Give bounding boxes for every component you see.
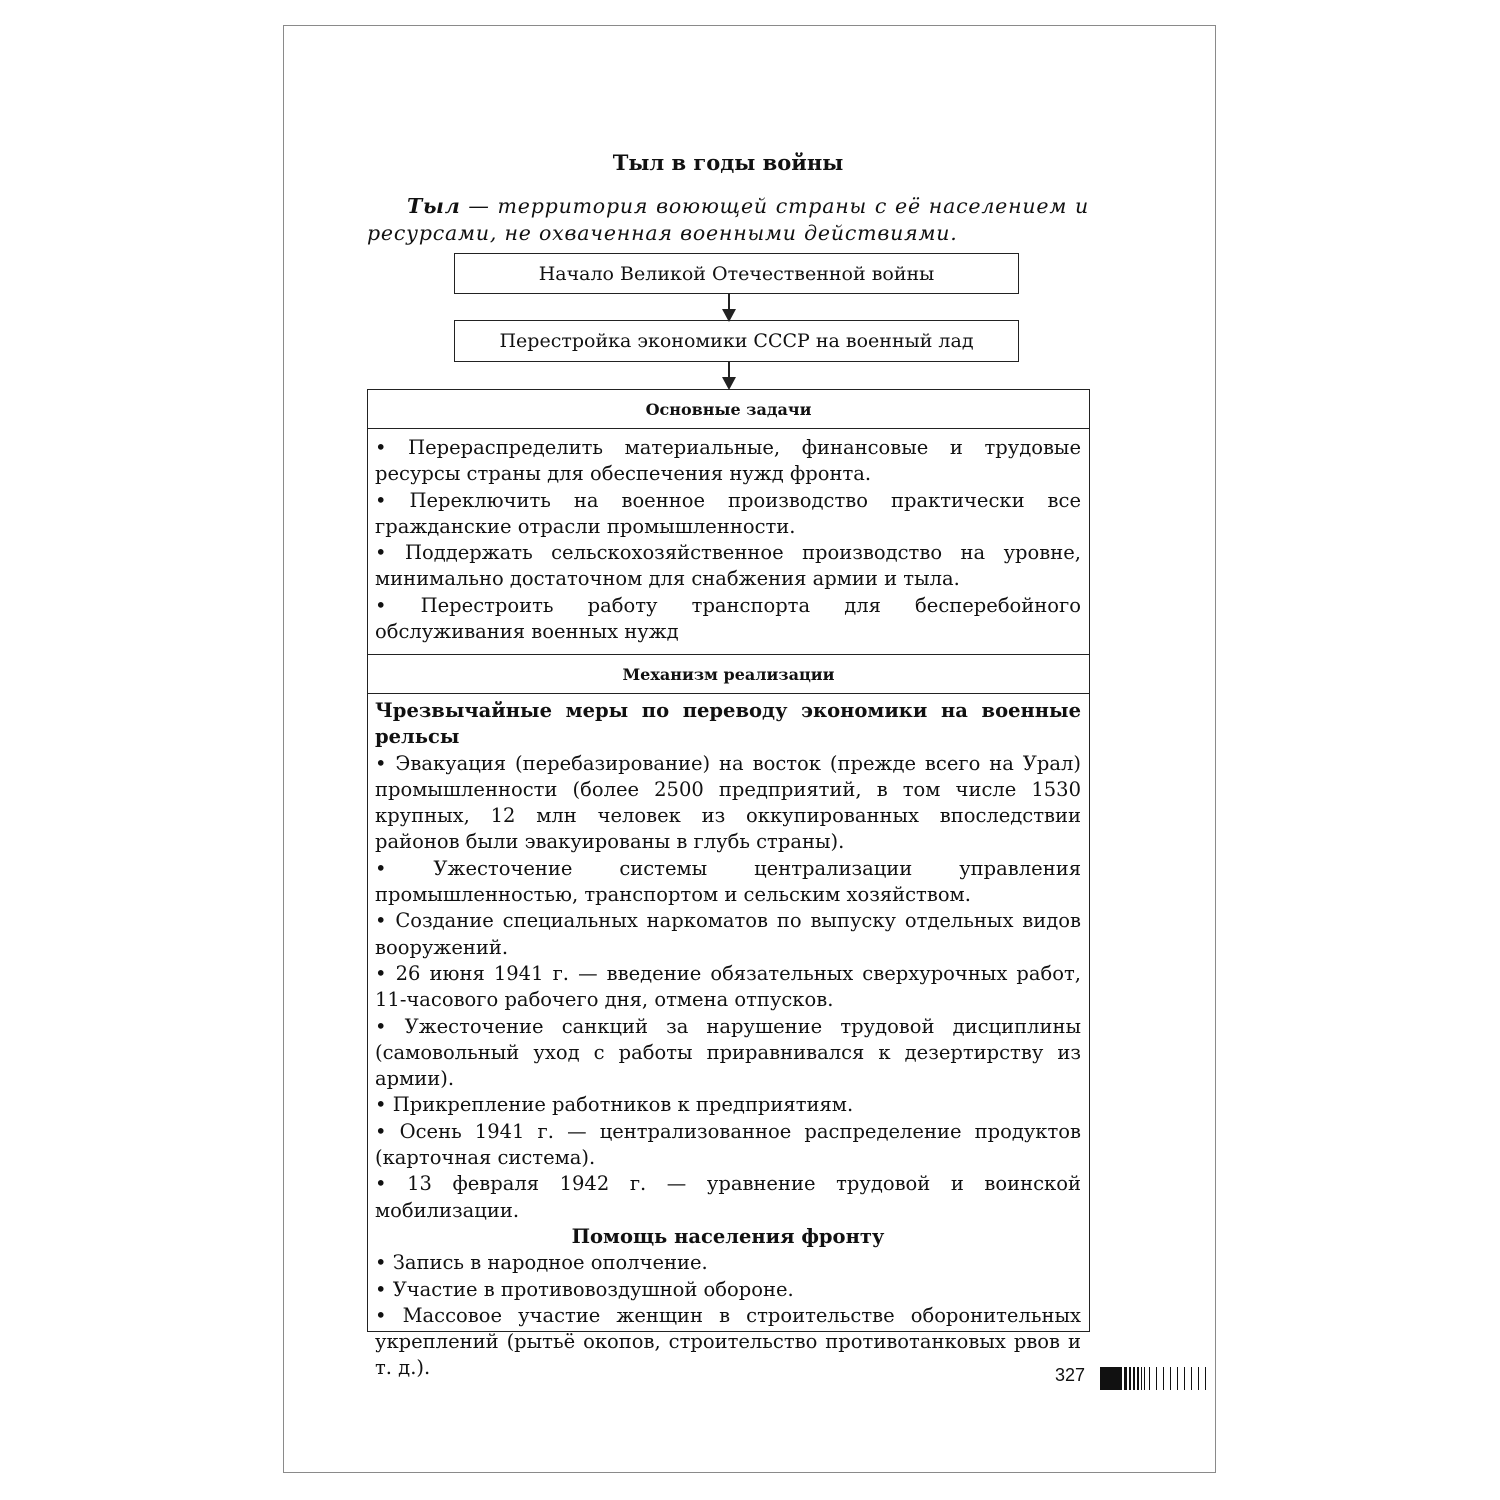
definition-term: Тыл [407, 194, 461, 218]
help-item: • Запись в народное ополчение. [375, 1251, 708, 1275]
definition-text: — территория воюющей страны с её населением и ресурсами, не охваченная военными действиями. [367, 194, 1089, 245]
page-number: 327 [1055, 1365, 1086, 1385]
measure-item: • 26 июня 1941 г. — введение обязательных сверхурочных работ, 11-часового рабочего дня, отмена отпусков. [375, 961, 1081, 1012]
task-item: • Поддержать сельскохозяйственное производство на уровне, минимально достаточном для снабжения армии и тыла. [375, 541, 1081, 591]
edge-marker-bar [1177, 1367, 1178, 1390]
flow-box-war-start-label: Начало Великой Отечественной войны [538, 262, 935, 285]
edge-marker-bar [1205, 1367, 1206, 1390]
edge-marker-bar [1184, 1367, 1185, 1390]
flow-arrow-1 [728, 294, 730, 320]
edge-marker-bar [1137, 1367, 1139, 1390]
edge-marker-bar [1163, 1367, 1164, 1390]
task-item: • Переключить на военное производство практически все гражданские отрасли промышленности. [375, 488, 1081, 538]
measure-item: • Ужесточение системы централизации управления промышленностью, транспортом и сельским хозяйством. [375, 856, 1081, 907]
flow-box-restructuring [454, 320, 1019, 362]
edge-marker-bar [1141, 1367, 1142, 1390]
edge-marker-bar [1100, 1367, 1122, 1390]
edge-marker-bar [1129, 1367, 1131, 1390]
emergency-measures-title: Чрезвычайные меры по переводу экономики на военные рельсы [375, 699, 1081, 749]
measure-item: • Прикрепление работников к предприятиям. [375, 1093, 854, 1117]
edge-marker-bar [1133, 1367, 1135, 1390]
flow-box-war-start [454, 253, 1019, 294]
edge-marker-bar [1156, 1367, 1157, 1390]
tasks-list [368, 429, 1089, 655]
edge-marker-bar [1198, 1367, 1199, 1390]
measure-item: • Эвакуация (перебазирование) на восток (прежде всего на Урал) промышленности (более 2500 предприятий, в том числе 1530 крупных, 12 млн человек из оккупированных впоследствии районов были эвакуированы в глубь страны). [375, 751, 1081, 854]
task-item: • Перераспределить материальные, финансовые и трудовые ресурсы страны для обеспечения нужд фронта. [375, 436, 1081, 486]
measure-item: • Ужесточение санкций за нарушение трудовой дисциплины (самовольный уход с работы приравнивался к дезертирству из армии). [375, 1014, 1081, 1091]
definition-paragraph [367, 193, 1089, 247]
measure-item: • Создание специальных наркоматов по выпуску отдельных видов вооружений. [375, 909, 1081, 959]
page-title: Тыл в годы войны [612, 150, 844, 175]
mechanism-header: Механизм реализации [368, 655, 1089, 694]
edge-marker-bar [1170, 1367, 1171, 1390]
measure-item: • 13 февраля 1942 г. — уравнение трудовой и воинской мобилизации. [375, 1172, 1081, 1222]
help-item: • Массовое участие женщин в строительстве оборонительных укреплений (рытьё окопов, строительство противотанковых рвов и т. д.). [375, 1303, 1081, 1380]
edge-marker-bar [1149, 1367, 1150, 1390]
task-item: • Перестроить работу транспорта для бесперебойного обслуживания военных нужд [375, 593, 1081, 644]
flow-box-restructuring-label: Перестройка экономики СССР на военный лад [499, 330, 974, 352]
edge-marker-bar [1144, 1367, 1145, 1390]
mechanism-list [368, 694, 1089, 1382]
measure-item: • Осень 1941 г. — централизованное распределение продуктов (карточная система). [375, 1119, 1081, 1170]
population-help-title: Помощь населения фронту [571, 1224, 885, 1248]
page-edge-marker [1100, 1367, 1216, 1390]
flow-arrow-2 [728, 362, 730, 388]
help-item: • Участие в противовоздушной обороне. [375, 1277, 794, 1301]
edge-marker-bar [1191, 1367, 1192, 1390]
edge-marker-bar [1124, 1367, 1127, 1390]
tasks-header: Основные задачи [368, 390, 1089, 429]
